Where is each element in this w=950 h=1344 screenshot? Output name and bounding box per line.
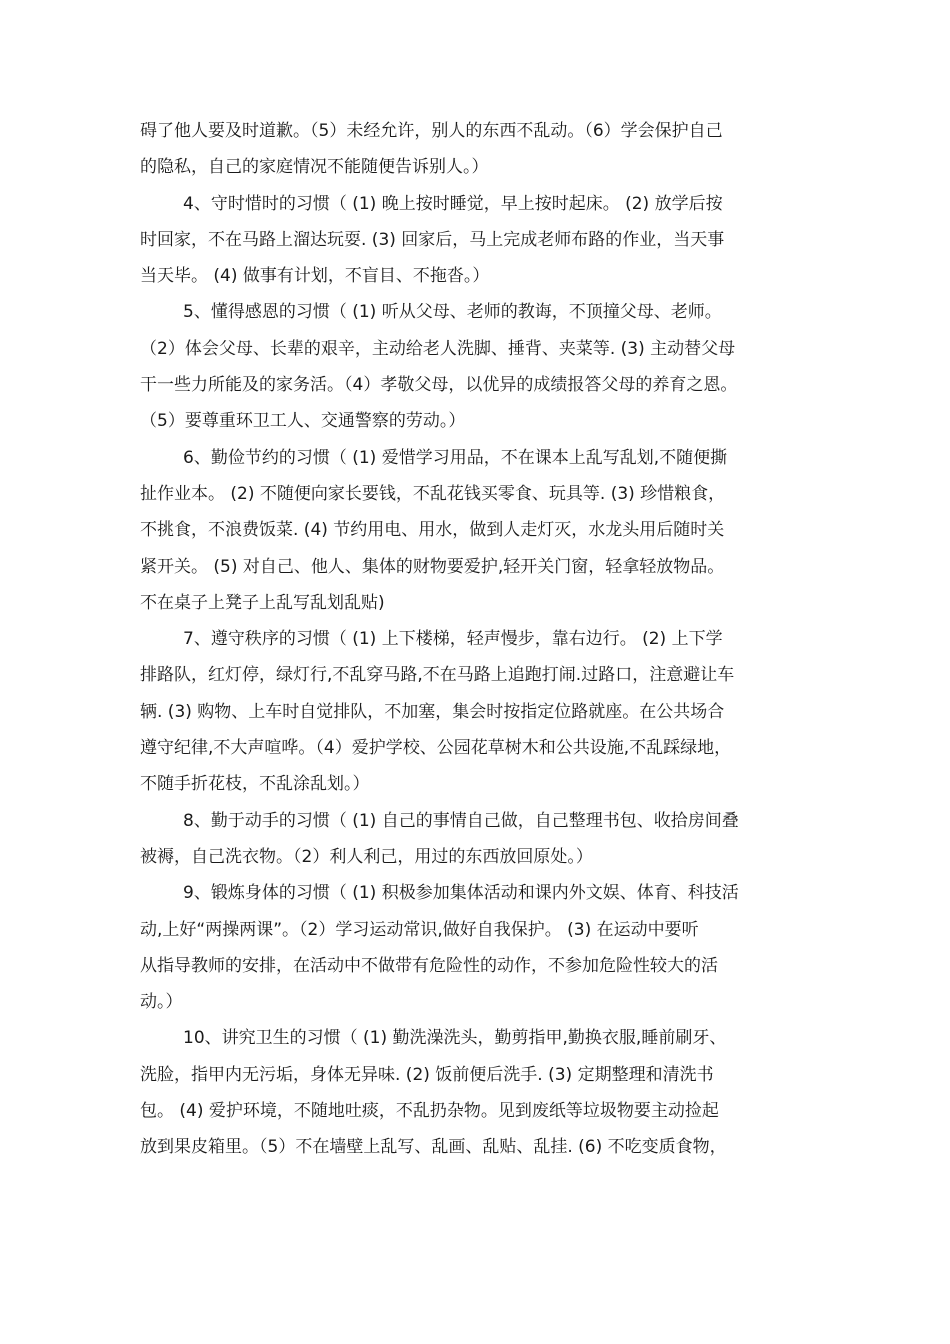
- text-line: 干一些力所能及的家务活。（4）孝敬父母，以优异的成绩报答父母的养育之恩。: [140, 375, 738, 396]
- text-line: 动,上好“两操两课”。（2）学习运动常识,做好自我保护。 (3) 在运动中要听: [140, 919, 699, 940]
- text-line: 排路队，红灯停，绿灯行,不乱穿马路,不在马路上追跑打闹.过路口，注意避让车: [140, 665, 735, 686]
- text-line: 碍了他人要及时道歉。（5）未经允许，别人的东西不乱动。（6）学会保护自己: [140, 121, 723, 141]
- section-heading-line: 9、锻炼身体的习惯（ (1) 积极参加集体活动和课内外文娱、体育、科技活: [183, 883, 739, 904]
- text-line: 紧开关。 (5) 对自己、他人、集体的财物要爱护,轻开关门窗，轻拿轻放物品。: [140, 556, 725, 577]
- text-line: （5）要尊重环卫工人、交通警察的劳动。）: [140, 411, 466, 432]
- text-line: 放到果皮箱里。（5）不在墙壁上乱写、乱画、乱贴、乱挂. (6) 不吃变质食物，: [140, 1137, 727, 1158]
- text-line: 不挑食，不浪费饭菜. (4) 节约用电、用水，做到人走灯灭，水龙头用后随时关: [140, 520, 725, 541]
- text-line: 从指导教师的安排，在活动中不做带有危险性的动作，不参加危险性较大的活: [140, 955, 718, 976]
- document-page: [140, 113, 828, 1166]
- text-line: 动。）: [140, 992, 183, 1013]
- text-line: 扯作业本。 (2) 不随便向家长要钱，不乱花钱买零食、玩具等. (3) 珍惜粮食，: [140, 483, 726, 504]
- text-line: 遵守纪律,不大声喧哗。（4）爱护学校、公园花草树木和公共设施,不乱踩绿地，: [140, 738, 732, 759]
- section-heading-line: 6、勤俭节约的习惯（ (1) 爱惜学习用品，不在课本上乱写乱划,不随便撕: [183, 447, 728, 468]
- text-line: 当天毕。 (4) 做事有计划，不盲目、不拖沓。）: [140, 266, 490, 287]
- section-heading-line: 10、讲究卫生的习惯（ (1) 勤洗澡洗头，勤剪指甲,勤换衣服,睡前刷牙、: [183, 1028, 727, 1049]
- text-line: 洗脸，指甲内无污垢，身体无异味. (2) 饭前便后洗手. (3) 定期整理和清洗书: [140, 1064, 714, 1085]
- text-line: 包。 (4) 爱护环境，不随地吐痰，不乱扔杂物。见到废纸等垃圾物要主动捡起: [140, 1101, 719, 1122]
- section-heading-line: 8、勤于动手的习惯（ (1) 自己的事情自己做，自己整理书包、收拾房间叠: [183, 810, 739, 831]
- text-line: 辆. (3) 购物、上车时自觉排队，不加塞，集会时按指定位路就座。在公共场合: [140, 701, 725, 722]
- section-heading-line: 7、遵守秩序的习惯（ (1) 上下楼梯，轻声慢步，靠右边行。 (2) 上下学: [183, 629, 723, 650]
- text-line: 时回家，不在马路上溜达玩耍. (3) 回家后，马上完成老师布路的作业，当天事: [140, 229, 725, 250]
- section-heading-line: 4、守时惜时的习惯（ (1) 晚上按时睡觉，早上按时起床。 (2) 放学后按: [183, 193, 723, 214]
- section-heading-line: 5、懂得感恩的习惯（ (1) 听从父母、老师的教诲，不顶撞父母、老师。: [183, 302, 722, 323]
- text-line: 的隐私，自己的家庭情况不能随便告诉别人。）: [140, 157, 489, 178]
- text-line: 不随手折花枝，不乱涂乱划。）: [140, 774, 370, 795]
- text-line: （2）体会父母、长辈的艰辛，主动给老人洗脚、捶背、夹菜等. (3) 主动替父母: [140, 338, 736, 359]
- text-line: 不在桌子上凳子上乱写乱划乱贴): [140, 592, 385, 613]
- text-line: 被褥，自己洗衣物。（2）利人利己，用过的东西放回原处。）: [140, 846, 593, 867]
